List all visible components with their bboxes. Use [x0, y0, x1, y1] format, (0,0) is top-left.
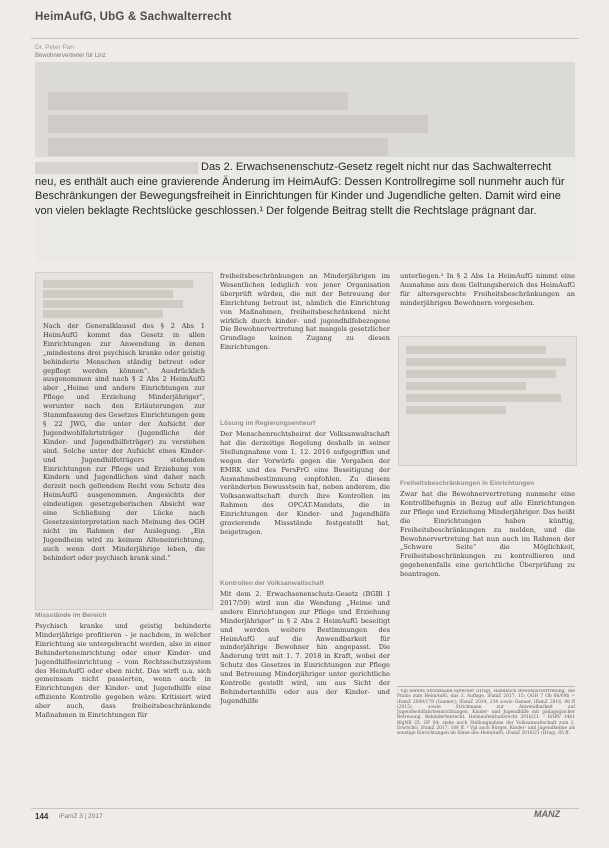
title-line: [48, 138, 388, 156]
section-heading: Missstände im Bereich: [35, 612, 107, 619]
footnotes: ¹ Vgl bereits Strickmann-Sprecher (Hrsg), Handbuch Bewohnervertretung. Die Praxis zum HeimAufG, das 3. Auflage, iFamZ 2017, 15; OGH 7 Ob 66/09b = iFamZ 2009/179 (Ganner); iFamZ 2014, 234 sowie Ganner, iFamZ 2016, 98 ff (2015); sowie Strickmann zur Anwendbarkeit auf Jugendwohlfahrtseinrichtungen, Kinder- und Jugendhilfe mit pädagogischer Betreuung. Behindertenrecht. Heimaufenthaltsrecht 2016/21. ² ErlRV 1461 BlgNR 25. GP 64; siehe auch Stellungnahme der Volksanwaltschaft zum 2. ErwSchG, iFamZ 2017, 106 ff. ³ Vgl auch Bürger, Kinder- und Jugendheime als sonstige Einrichtungen im Sinne des HeimAufG, iFamZ 2016/21 (Hrsg), 85 ff.: [397, 689, 575, 737]
box-heading-bar: [406, 346, 546, 354]
box-heading-bar: [406, 370, 556, 378]
column-text: Psychisch kranke und geistig behinderte Minderjährige profitieren – je nachdem, in welcher Einrichtung sie untergebracht werden, also in einer Behinderteneinrichtung oder einer Kinder- und Jugendhilfeeinrichtung – vom Rechtsschutzsystem des HeimAufG oder eben nicht. Das wirft u.a. sich gemeinsam nicht passierten, wenn auch in Einrichtungen der Kinder- und Jugendhilfe eine effiziente Kontrolle gegeben wäre. Kritisiert wird aber auch, dass freiheitsbeschränkende Maßnahmen in Einrichtungen für: [35, 622, 211, 720]
journal-citation: iFamZ 3 | 2017: [59, 813, 103, 820]
column-text: unterliegen.² In § 2 Abs 1a HeimAufG nimmt eine Ausnahme aus dem Geltungsbereich des HeimAufG für altersgerechte Freiheitsbeschränkungen an minderjährigen Bewohnern vorgesehen.: [400, 272, 575, 307]
column-text: Der Menschenrechtsbeirat der Volksanwaltschaft hat die derzeitige Regelung deshalb in seiner Stellungnahme vom 1. 12. 2016 aufgegriffen und wegen der Vorwürfe gegen die Vorgaben der EMRK und des PersFrG eine Beseitigung der Ausnahmebestimmung empfohlen. Zu diesem veränderten Bewusstsein hat, neben anderem, die Volksanwaltschaft durch ihre Kontrollen im Rahmen des OPCAT-Mandats, die in Einrichtungen der Kinder- und Jugendhilfe gravierende Missstände festgestellt hat, beigetragen.: [220, 430, 390, 536]
box-heading-bar: [406, 358, 566, 366]
box-heading-bar: [406, 394, 561, 402]
section-title: HeimAufG, UbG & Sachwalterrecht: [35, 11, 232, 23]
box-heading-bar: [406, 382, 526, 390]
publisher-logo: MANZ: [534, 809, 560, 819]
box-heading-bar: [43, 300, 183, 308]
box-heading-bar: [406, 406, 506, 414]
box-heading-bar: [43, 280, 193, 288]
author-name: Dr. Peter Pan: [35, 44, 75, 51]
page-number: 144: [35, 812, 49, 821]
title-line: [48, 92, 348, 110]
section-heading: Kontrollen der Volksanwaltschaft: [220, 580, 324, 587]
box-heading-bar: [43, 310, 163, 318]
section-heading: Lösung im Regierungsentwurf: [220, 420, 316, 427]
column-text: Zwar hat die Bewohnervertretung nunmehr eine Kontrollbefugnis in Bezug auf alle Einrichtungen zur Pflege und Erziehung Minderjähriger. Das heißt die Einrichtungen haben künftig, Freiheitsbeschränkungen zu melden, und die Bewohnervertretung hat nun auch im Rahmen der „Schwere Seite“ die Möglichkeit, Freiheitsbeschränkungen zu kontrollieren und gegebenenfalls eine gerichtliche Überprüfung zu beantragen.: [400, 490, 575, 579]
section-heading: Freiheitsbeschränkungen in Einrichtungen: [400, 480, 535, 487]
box-heading-bar: [43, 290, 173, 298]
column-text: freiheitsbeschränkungen an Minderjährigen im Wesentlichen lediglich von jener Organisation überprüft würden, die mit der Betreuung der Einrichtung betraut ist, nämlich die Einrichtung von Maßnahmen, freiheitsbeschränkend nicht wirklich durch kinder- und jugendhilfebezogene Die Bewohnervertretung hat mangels gesetzlicher Grundlage keinen Zugang zu diesen Einrichtungen.: [220, 272, 390, 352]
column-text: Mit dem 2. Erwachsenenschutz-Gesetz (BGBl I 2017/59) wird nun die Wendung „Heime und andere Einrichtungen zur Pflege und Erziehung Minderjähriger“ in § 2 Abs 2 HeimAufG beseitigt und werden weitere Bestimmungen des HeimAufG auf die Anwendbarkeit für minderjährige Bewohner hin angepasst. Die Änderung tritt mit 1. 7. 2018 in Kraft, wobei der Schutz des Gesetzes in Einrichtungen zur Pflege und Betreuung Minderjähriger unter gerichtliche Kontrolle gestellt wird, um aus Sicht der Behindertenhilfe oder aus der Kinder- und Jugendhilfe: [220, 590, 390, 705]
lead-paragraph: Das 2. Erwachsenenschutz-Gesetz regelt nicht nur das Sachwalterrecht neu, es enthält auch eine gravierende Änderung im HeimAufG: Dessen Kontrollregime soll nunmehr auch für Beschränkungen der Bewegungsfreiheit in Einrichtungen für Kinder und Jugendliche gelten. Damit wird eine von vielen beklagte Rechtslücke geschlossen.¹ Der folgende Beitrag stellt die Rechtslage prägnant dar.: [35, 161, 565, 217]
author-role: Bewohnervertreter für Linz: [35, 53, 106, 59]
footnote-rule: [397, 686, 575, 687]
title-line: [48, 115, 428, 133]
box-text: Nach der Generalklausel des § 2 Abs 1 HeimAufG kommt das Gesetz in allen Einrichtungen zur Anwendung in denen „mindestens drei psychisch kranke oder geistig behinderte Menschen ständig betreut oder gepflegt werden können“. Ausdrücklich ausgenommen sind nach § 2 Abs 2 HeimAufG aber „Heime und andere Einrichtungen zur Pflege und Erziehung Minderjähriger“, worunter nach den Erläuterungen zur Stammfassung des Gesetzes Einrichtungen gem § 22 JWG, die unter der Aufsicht der Jugendwohlfahrtsträger (Jugendliche der Kinder- und Jugendhilfeträger) zu verstehen sind. Solche unter der Aufsicht eines Kinder- und Jugendhilfeträgers stehenden Einrichtungen zur Pflege und Erziehung von Kindern und Jugendlichen sind daher nach derzeit noch geltendem Recht vom Schutz des HeimAufG ausgenommen. Angesichts der eindeutigen gesetzgeberischen Absicht war eine Schließung der Lücke nach Gesetzesinterpretation nach Meinung des OGH nicht im Rahmen der Auslegung. „Ein Jugendheim wird zu keinem Alteneinrichtung, auch wenn dort Minderjährige leben, die behindert oder psychisch krank sind.“: [43, 322, 205, 562]
footer-rule: [31, 808, 579, 809]
